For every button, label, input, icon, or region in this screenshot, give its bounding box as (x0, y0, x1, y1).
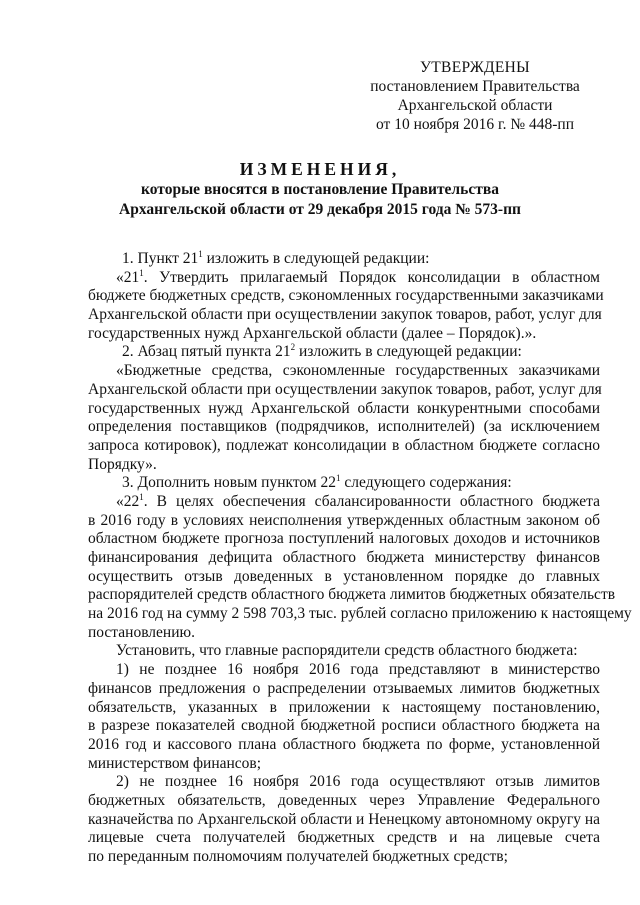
body-line: «Бюджетные средства, сэкономленные государственных заказчиками (116, 362, 600, 380)
superscript: 1 (336, 473, 341, 484)
text-run: 2. Абзац пятый пункта 21 (122, 343, 291, 361)
body-line: в разрезе показателей сводной бюджетной росписи областного бюджета на (88, 717, 600, 735)
document-title (60, 158, 580, 220)
body-line (88, 493, 600, 512)
body-line: на 2016 год на сумму 2 598 703,3 тыс. рублей согласно приложению к настоящему (88, 605, 632, 623)
title-sub-2: Архангельской области от 29 декабря 2015 года № 573-пп (119, 201, 521, 218)
document-body (88, 249, 632, 867)
body-line: обязательств, указанных в приложении к настоящему постановлению, (88, 698, 600, 716)
text-run: 3. Дополнить новым пунктом 22 (122, 474, 337, 492)
approval-heading: УТВЕРЖДЕНЫ (420, 59, 530, 76)
body-line: финансов предложения о распределении отзываемых лимитов бюджетных (88, 679, 600, 697)
body-line: осуществить отзыв доведенных в установленном порядке до главных (88, 567, 600, 585)
text-run: «21 (116, 268, 140, 286)
text-run: изложить в следующей редакции: (295, 343, 522, 361)
body-line: определения поставщиков (подрядчиков, исполнителей) (за исключением (88, 418, 600, 436)
body-line: казначейства по Архангельской области и Ненецкому автономному округу на (88, 810, 600, 828)
body-line: Установить, что главные распорядители средств областного бюджета: (116, 642, 578, 660)
body-line (88, 343, 600, 362)
body-line: лицевые счета получателей бюджетных средств и на лицевые счета (88, 829, 600, 847)
superscript: 1 (139, 267, 144, 278)
approval-line-2: Архангельской области (397, 97, 553, 114)
text-run: следующего содержания: (340, 474, 512, 492)
body-line: Архангельской области при осуществлении закупок товаров, работ, услуг для (88, 306, 602, 324)
approval-line-1: постановлением Правительства (370, 78, 580, 95)
text-run: . Утвердить прилагаемый Порядок консолидации в областном (143, 268, 600, 286)
body-line: государственных нужд Архангельской области конкурентными способами (88, 399, 600, 417)
superscript: 1 (139, 491, 144, 502)
body-line: в 2016 году в условиях неисполнения утвержденных областным законом об (88, 511, 600, 529)
body-line: по переданным полномочиям получателей бюджетных средств; (88, 848, 508, 865)
body-line: распорядителей средств областного бюджета лимитов бюджетных обязательств (88, 586, 616, 604)
text-run: 1. Пункт 21 (122, 250, 199, 267)
superscript: 1 (198, 249, 203, 259)
body-line: Порядку». (88, 455, 157, 473)
body-line: министерством финансов; (88, 754, 262, 772)
body-line (88, 474, 600, 493)
body-line: 1) не позднее 16 ноября 2016 года представляют в министерство (116, 661, 600, 679)
title-main: ИЗМЕНЕНИЯ, (239, 159, 401, 179)
body-line: финансирования дефицита областного бюджета министерству финансов (88, 549, 600, 566)
body-line (88, 269, 600, 288)
text-run: . В целях обеспечения сбалансированности областного бюджета (143, 492, 600, 510)
title-sub-1: которые вносятся в постановление Правительства (141, 181, 499, 198)
body-line: бюджетных обязательств, доведенных через Управление Федерального (88, 791, 600, 809)
body-line (88, 250, 600, 269)
body-line: 2016 год и кассового плана областного бюджета по форме, установленной (88, 735, 600, 753)
body-line: постановлению. (88, 623, 195, 641)
approval-line-3: от 10 ноября 2016 г. № 448-пп (376, 116, 574, 133)
text-run: «22 (116, 492, 140, 510)
approval-stamp (360, 58, 590, 134)
superscript: 2 (290, 342, 296, 353)
body-line: областном бюджете прогноза поступлений налоговых доходов и источников (88, 530, 600, 548)
body-line: запроса котировок), подлежат консолидации в областном бюджете согласно (88, 436, 600, 454)
body-line: государственных нужд Архангельской области (далее – Порядок).». (88, 324, 537, 342)
text-run: изложить в следующей редакции: (202, 250, 430, 267)
body-line: Архангельской области при осуществлении закупок товаров, работ, услуг для (88, 380, 602, 398)
body-line: бюджете бюджетных средств, сэкономленных государственными заказчиками (88, 287, 604, 305)
body-line: 2) не позднее 16 ноября 2016 года осуществляют отзыв лимитов (116, 773, 600, 791)
